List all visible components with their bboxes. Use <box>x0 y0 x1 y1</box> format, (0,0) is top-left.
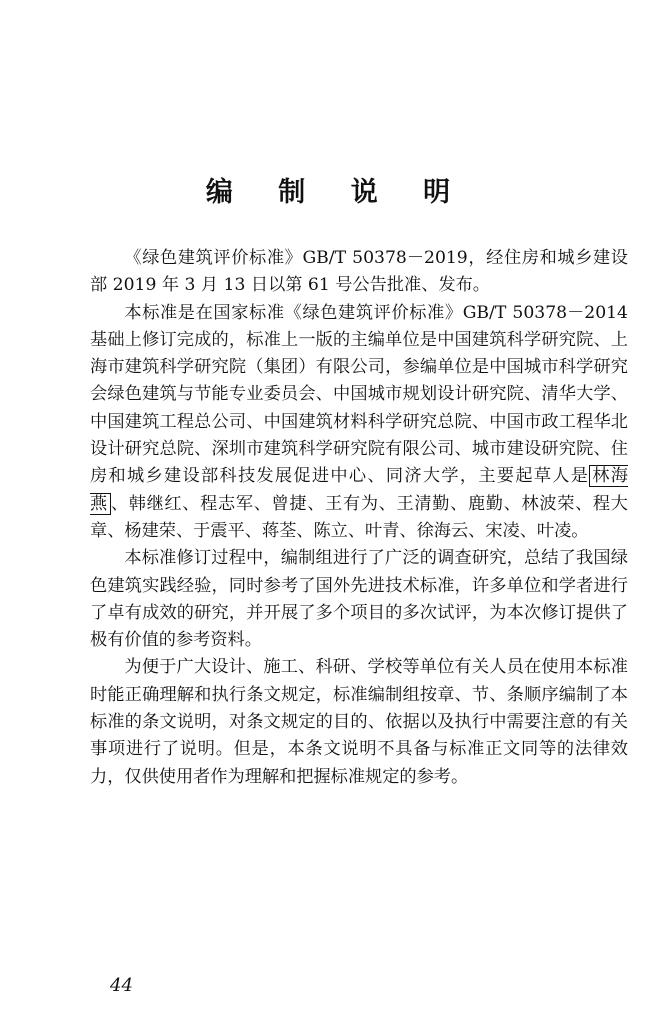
page-number: 44 <box>110 975 133 996</box>
paragraph-revision-units <box>90 300 628 546</box>
paragraph-approval: 《绿色建筑评价标准》GB/T 50378－2019，经住房和城乡建设部 2019 年 3 月 13 日以第 61 号公告批准、发布。 <box>90 248 628 296</box>
page-title: 编 制 说 明 <box>205 177 469 208</box>
paragraph-revision-units-text-before: 本标准是在国家标准《绿色建筑评价标准》GB/T 50378－2014 基础上修订完成的，标准上一版的主编单位是中国建筑科学研究院、上海市建筑科学研究院（集团）有限公司，参编单位是中国城市科学研究会绿色建筑与节能专业委员会、中国城市规划设计研究院、清华大学、中国建筑工程总公司、中国建筑材料科学研究总院、中国市政工程华北设计研究总院、深圳市建筑科学研究院有限公司、城市建设研究院、住房和城乡建设部科技发展促进中心、同济大学，主要起草人是 <box>90 302 628 487</box>
body-text <box>90 245 628 791</box>
paragraph-revision-units-text-after: 、韩继红、程志军、曾捷、王有为、王清勤、鹿勤、林波荣、程大章、杨建荣、于震平、蒋荃、陈立、叶青、徐海云、宋凌、叶凌。 <box>90 493 628 541</box>
highlighted-author-name: 林海燕 <box>90 466 628 514</box>
paragraph-explanation-purpose: 为便于广大设计、施工、科研、学校等单位有关人员在使用本标准时能正确理解和执行条文规定，标准编制组按章、节、条顺序编制了本标准的条文说明，对条文规定的目的、依据以及执行中需要注意的有关事项进行了说明。但是，本条文说明不具备与标准正文同等的法律效力，仅供使用者作为理解和把握标准规定的参考。 <box>90 657 628 787</box>
paragraph-revision-process: 本标准修订过程中，编制组进行了广泛的调查研究，总结了我国绿色建筑实践经验，同时参考了国外先进技术标准，许多单位和学者进行了卓有成效的研究，并开展了多个项目的多次试评，为本次修订提供了极有价值的参考资料。 <box>90 548 628 651</box>
